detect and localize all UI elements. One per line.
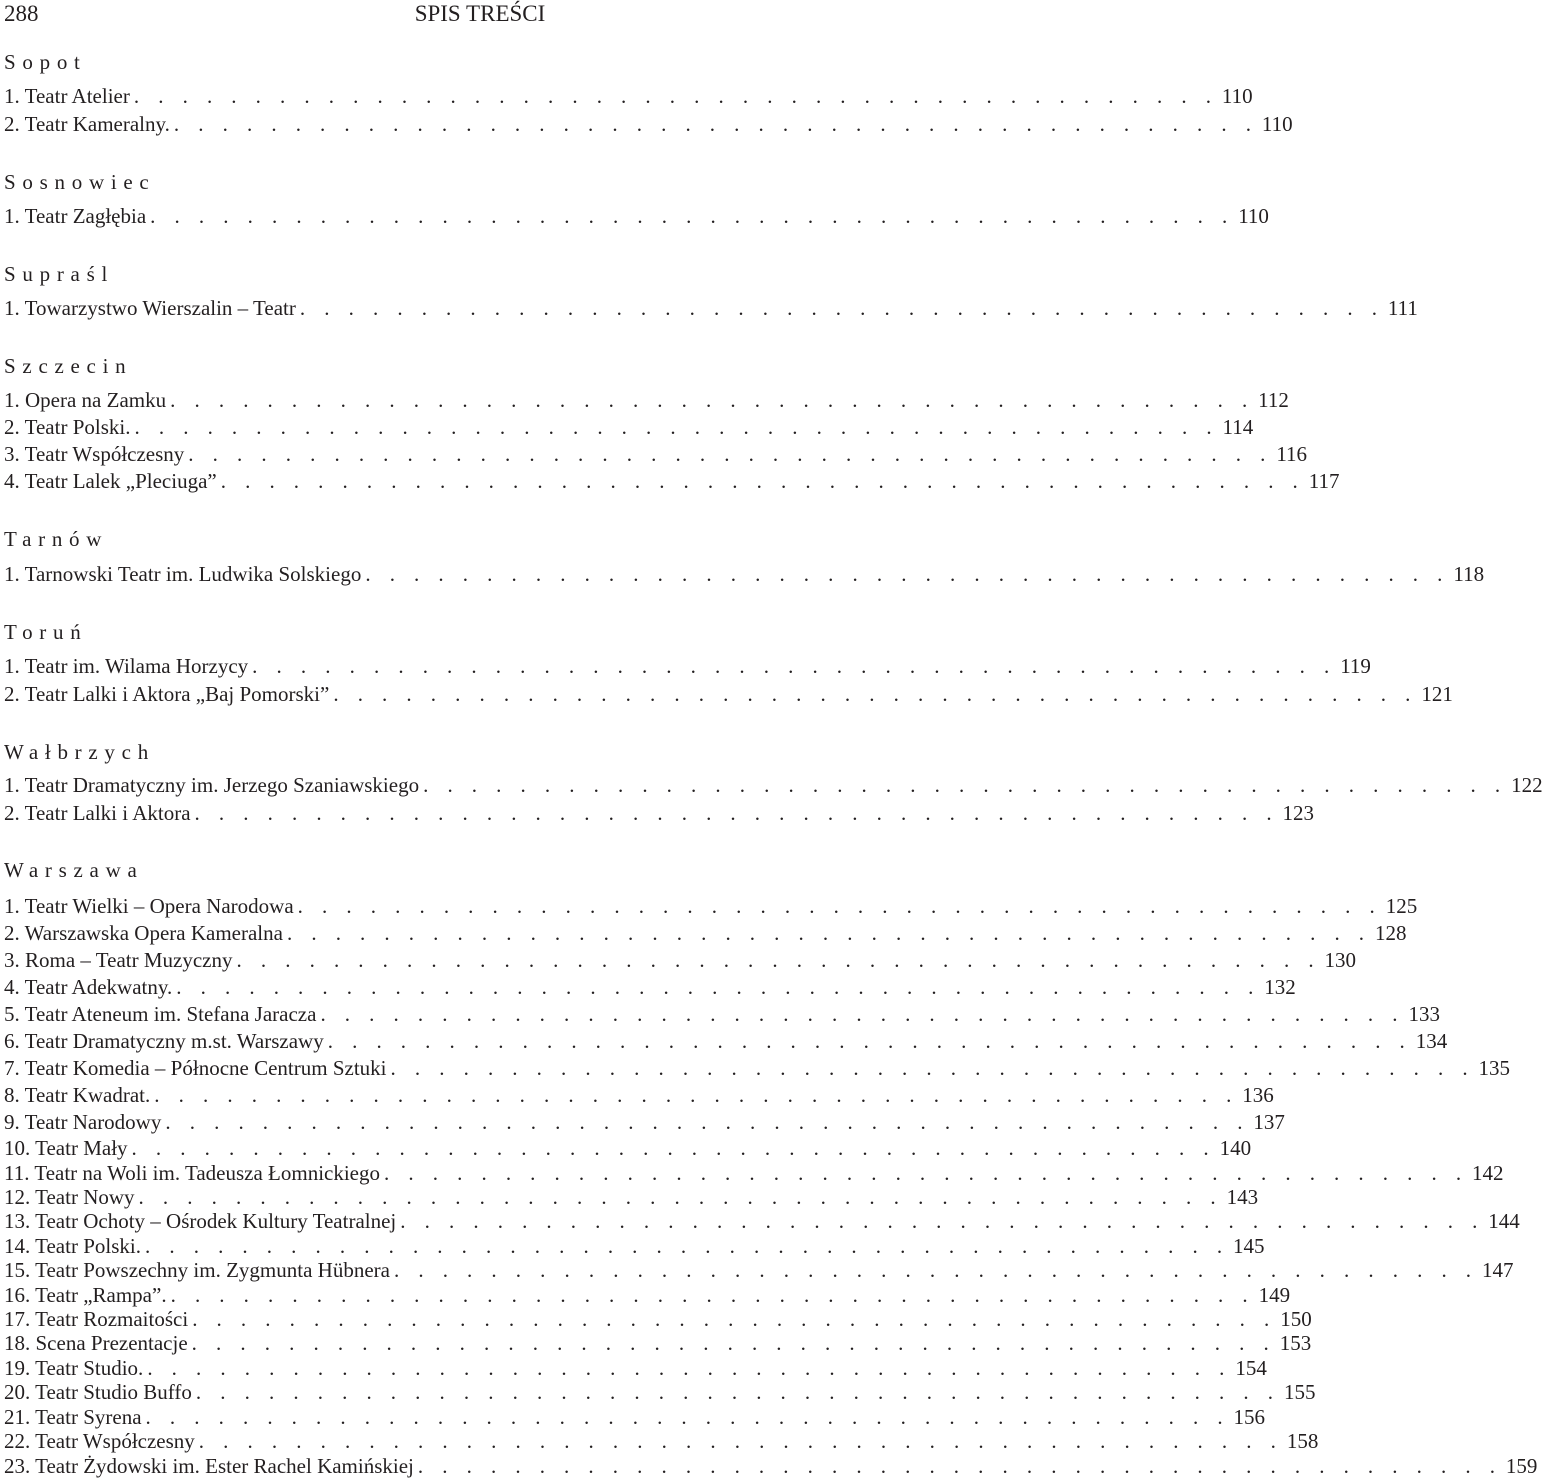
entry-title: 2. Teatr Kameralny.	[4, 112, 170, 136]
dot-leader: . . . . . . . . . . . . . . . . . . . . . . . . . . . . . . . . . . . . . . . . . . . . .	[144, 1234, 1230, 1258]
dot-leader: . . . . . . . . . . . . . . . . . . . . . . . . . . . . . . . . . . . . . . . . . . . . .	[327, 1029, 1412, 1053]
running-title: SPIS TREŚCI	[414, 1, 546, 26]
entry-title: 7. Teatr Komedia – Północne Centrum Sztuki	[4, 1056, 387, 1080]
entry-page-number: 132	[1264, 975, 1296, 999]
entry-page-number: 140	[1219, 1136, 1252, 1160]
entry-page-number: 110	[1261, 112, 1293, 136]
dot-leader: . . . . . . . . . . . . . . . . . . . . . . . . . . . . . . . . . . . . . . . . . . . . .	[220, 469, 1305, 493]
page-number: 288	[4, 1, 39, 26]
entry-page-number: 123	[1282, 801, 1315, 825]
entry-page-number: 155	[1283, 1380, 1316, 1404]
toc-entry	[4, 893, 1418, 919]
entry-page-number: 136	[1242, 1083, 1274, 1107]
dot-leader: . . . . . . . . . . . . . . . . . . . . . . . . . . . . . . . . . . . . . . . . . . . . .	[236, 948, 1321, 972]
dot-leader: . . . . . . . . . . . . . . . . . . . . . . . . . . . . . . . . . . . . . . . . . . . . .	[173, 112, 1258, 136]
entry-page-number: 130	[1324, 948, 1357, 972]
entry-page-number: 154	[1235, 1356, 1267, 1380]
entry-title: 1. Teatr im. Wilama Horzycy	[4, 654, 249, 678]
dot-leader: . . . . . . . . . . . . . . . . . . . . . . . . . . . . . . . . . . . . . . . . . . . . .	[423, 773, 1508, 797]
dot-leader: . . . . . . . . . . . . . . . . . . . . . . . . . . . . . . . . . . . . . . . . . . . . .	[198, 1429, 1283, 1453]
dot-leader: . . . . . . . . . . . . . . . . . . . . . . . . . . . . . . . . . . . . . . . . . . . . .	[191, 1331, 1276, 1355]
dot-leader: . . . . . . . . . . . . . . . . . . . . . . . . . . . . . . . . . . . . . . . . . . . . .	[390, 1056, 1475, 1080]
dot-leader: . . . . . . . . . . . . . . . . . . . . . . . . . . . . . . . . . . . . . . . . . . . . .	[134, 415, 1219, 439]
toc-entry	[4, 947, 1357, 973]
entry-page-number: 116	[1276, 442, 1308, 466]
entry-page-number: 114	[1222, 415, 1254, 439]
section-heading: Szczecin	[4, 354, 133, 378]
toc-entry	[4, 800, 1315, 826]
toc-entry	[4, 1428, 1319, 1454]
entry-page-number: 156	[1233, 1405, 1266, 1429]
entry-title: 18. Scena Prezentacje	[4, 1331, 188, 1355]
dot-leader: . . . . . . . . . . . . . . . . . . . . . . . . . . . . . . . . . . . . . . . . . . . . .	[133, 84, 1218, 108]
entry-title: 1. Towarzystwo Wierszalin – Teatr	[4, 296, 296, 320]
toc-entry	[4, 1355, 1267, 1381]
section-heading: Sosnowiec	[4, 170, 156, 194]
entry-title: 5. Teatr Ateneum im. Stefana Jaracza	[4, 1002, 317, 1026]
toc-entry	[4, 1453, 1538, 1479]
section-heading: Warszawa	[4, 858, 144, 882]
entry-page-number: 144	[1488, 1209, 1520, 1233]
entry-page-number: 143	[1226, 1185, 1259, 1209]
toc-entry	[4, 1001, 1440, 1027]
toc-entry	[4, 1330, 1312, 1356]
entry-page-number: 133	[1408, 1002, 1440, 1026]
toc-entry	[4, 1404, 1266, 1430]
toc-entry	[4, 1028, 1448, 1054]
toc-entry	[4, 653, 1371, 679]
section-heading: Supraśl	[4, 262, 115, 286]
toc-entry	[4, 441, 1308, 467]
entry-title: 17. Teatr Rozmaitości	[4, 1307, 189, 1331]
entry-page-number: 159	[1505, 1454, 1538, 1478]
entry-title: 1. Teatr Wielki – Opera Narodowa	[4, 894, 294, 918]
entry-title: 1. Teatr Dramatyczny im. Jerzego Szaniawskiego	[4, 773, 420, 797]
dot-leader: . . . . . . . . . . . . . . . . . . . . . . . . . . . . . . . . . . . . . . . . . . . . .	[286, 921, 1371, 945]
section-heading: Sopot	[4, 50, 87, 74]
dot-leader: . . . . . . . . . . . . . . . . . . . . . . . . . . . . . . . . . . . . . . . . . . . . .	[333, 682, 1418, 706]
entry-title: 14. Teatr Polski.	[4, 1234, 141, 1258]
dot-leader: . . . . . . . . . . . . . . . . . . . . . . . . . . . . . . . . . . . . . . . . . . . . .	[131, 1136, 1216, 1160]
dot-leader: . . . . . . . . . . . . . . . . . . . . . . . . . . . . . . . . . . . . . . . . . . . . .	[170, 388, 1255, 412]
entry-page-number: 150	[1280, 1307, 1312, 1331]
toc-entry	[4, 772, 1543, 798]
dot-leader: . . . . . . . . . . . . . . . . . . . . . . . . . . . . . . . . . . . . . . . . . . . . .	[176, 975, 1261, 999]
entry-page-number: 147	[1482, 1258, 1514, 1282]
toc-entry	[4, 1306, 1312, 1332]
dot-leader: . . . . . . . . . . . . . . . . . . . . . . . . . . . . . . . . . . . . . . . . . . . . .	[384, 1161, 1469, 1185]
toc-entry	[4, 203, 1269, 229]
dot-leader: . . . . . . . . . . . . . . . . . . . . . . . . . . . . . . . . . . . . . . . . . . . . .	[188, 442, 1273, 466]
toc-entry	[4, 1233, 1265, 1259]
entry-title: 2. Warszawska Opera Kameralna	[4, 921, 283, 945]
toc-entry	[4, 1184, 1259, 1210]
dot-leader: . . . . . . . . . . . . . . . . . . . . . . . . . . . . . . . . . . . . . . . . . . . . .	[170, 1283, 1255, 1307]
entry-page-number: 110	[1238, 204, 1269, 228]
dot-leader: . . . . . . . . . . . . . . . . . . . . . . . . . . . . . . . . . . . . . . . . . . . . .	[299, 296, 1384, 320]
dot-leader: . . . . . . . . . . . . . . . . . . . . . . . . . . . . . . . . . . . . . . . . . . . . .	[150, 204, 1235, 228]
toc-entry	[4, 1208, 1520, 1234]
dot-leader: . . . . . . . . . . . . . . . . . . . . . . . . . . . . . . . . . . . . . . . . . . . . .	[195, 1380, 1280, 1404]
entry-title: 2. Teatr Lalki i Aktora	[4, 801, 191, 825]
entry-page-number: 118	[1453, 562, 1485, 586]
toc-entry	[4, 1109, 1285, 1135]
entry-page-number: 149	[1258, 1283, 1291, 1307]
dot-leader: . . . . . . . . . . . . . . . . . . . . . . . . . . . . . . . . . . . . . . . . . . . . .	[417, 1454, 1502, 1478]
entry-page-number: 122	[1511, 773, 1543, 797]
toc-entry	[4, 1282, 1291, 1308]
entry-page-number: 110	[1221, 84, 1253, 108]
section-heading: Wałbrzych	[4, 740, 155, 764]
entry-page-number: 128	[1375, 921, 1407, 945]
entry-title: 1. Opera na Zamku	[4, 388, 167, 412]
dot-leader: . . . . . . . . . . . . . . . . . . . . . . . . . . . . . . . . . . . . . . . . . . . . .	[194, 801, 1279, 825]
toc-entry	[4, 111, 1293, 137]
entry-title: 12. Teatr Nowy	[4, 1185, 135, 1209]
toc-entry	[4, 295, 1418, 321]
toc-entry	[4, 1055, 1511, 1081]
entry-page-number: 153	[1279, 1331, 1312, 1355]
entry-title: 10. Teatr Mały	[4, 1136, 128, 1160]
entry-title: 20. Teatr Studio Buffo	[4, 1380, 192, 1404]
toc-entry	[4, 387, 1289, 413]
entry-title: 2. Teatr Lalki i Aktora „Baj Pomorski”	[4, 682, 330, 706]
entry-title: 19. Teatr Studio.	[4, 1356, 144, 1380]
entry-page-number: 158	[1286, 1429, 1319, 1453]
section-heading: Toruń	[4, 620, 88, 644]
entry-page-number: 117	[1308, 469, 1340, 493]
entry-page-number: 111	[1387, 296, 1418, 320]
entry-title: 15. Teatr Powszechny im. Zygmunta Hübnera	[4, 1258, 390, 1282]
toc-entry	[4, 974, 1296, 1000]
entry-title: 1. Teatr Zagłębia	[4, 204, 147, 228]
entry-title: 21. Teatr Syrena	[4, 1405, 142, 1429]
dot-leader: . . . . . . . . . . . . . . . . . . . . . . . . . . . . . . . . . . . . . . . . . . . . .	[320, 1002, 1405, 1026]
toc-entry	[4, 920, 1407, 946]
entry-title: 3. Teatr Współczesny	[4, 442, 185, 466]
dot-leader: . . . . . . . . . . . . . . . . . . . . . . . . . . . . . . . . . . . . . . . . . . . . .	[393, 1258, 1478, 1282]
entry-title: 6. Teatr Dramatyczny m.st. Warszawy	[4, 1029, 324, 1053]
dot-leader: . . . . . . . . . . . . . . . . . . . . . . . . . . . . . . . . . . . . . . . . . . . . .	[165, 1110, 1250, 1134]
entry-page-number: 142	[1472, 1161, 1504, 1185]
entry-title: 22. Teatr Współczesny	[4, 1429, 195, 1453]
toc-entry	[4, 83, 1253, 109]
entry-page-number: 119	[1340, 654, 1371, 678]
entry-page-number: 112	[1258, 388, 1289, 412]
entry-page-number: 121	[1421, 682, 1453, 706]
dot-leader: . . . . . . . . . . . . . . . . . . . . . . . . . . . . . . . . . . . . . . . . . . . . .	[147, 1356, 1232, 1380]
dot-leader: . . . . . . . . . . . . . . . . . . . . . . . . . . . . . . . . . . . . . . . . . . . . .	[252, 654, 1337, 678]
entry-title: 16. Teatr „Rampa”.	[4, 1283, 167, 1307]
dot-leader: . . . . . . . . . . . . . . . . . . . . . . . . . . . . . . . . . . . . . . . . . . . . .	[365, 562, 1450, 586]
entry-page-number: 137	[1253, 1110, 1285, 1134]
entry-title: 8. Teatr Kwadrat.	[4, 1083, 151, 1107]
entry-page-number: 135	[1478, 1056, 1511, 1080]
entry-title: 2. Teatr Polski.	[4, 415, 131, 439]
toc-entry	[4, 1135, 1252, 1161]
entry-title: 1. Teatr Atelier	[4, 84, 130, 108]
dot-leader: . . . . . . . . . . . . . . . . . . . . . . . . . . . . . . . . . . . . . . . . . . . . .	[192, 1307, 1277, 1331]
entry-title: 3. Roma – Teatr Muzyczny	[4, 948, 233, 972]
entry-title: 23. Teatr Żydowski im. Ester Rachel Kamińskiej	[4, 1454, 414, 1478]
dot-leader: . . . . . . . . . . . . . . . . . . . . . . . . . . . . . . . . . . . . . . . . . . . . .	[400, 1209, 1485, 1233]
dot-leader: . . . . . . . . . . . . . . . . . . . . . . . . . . . . . . . . . . . . . . . . . . . . .	[154, 1083, 1239, 1107]
entry-title: 4. Teatr Lalek „Pleciuga”	[4, 469, 217, 493]
entry-title: 1. Tarnowski Teatr im. Ludwika Solskiego	[4, 562, 362, 586]
entry-page-number: 145	[1233, 1234, 1265, 1258]
toc-entry	[4, 561, 1485, 587]
toc-entry	[4, 468, 1340, 494]
toc-entry	[4, 1160, 1504, 1186]
dot-leader: . . . . . . . . . . . . . . . . . . . . . . . . . . . . . . . . . . . . . . . . . . . . .	[145, 1405, 1230, 1429]
toc-entry	[4, 681, 1453, 707]
toc-entry	[4, 1257, 1514, 1283]
toc-entry	[4, 1082, 1274, 1108]
dot-leader: . . . . . . . . . . . . . . . . . . . . . . . . . . . . . . . . . . . . . . . . . . . . .	[138, 1185, 1223, 1209]
section-heading: Tarnów	[4, 527, 109, 551]
entry-page-number: 134	[1415, 1029, 1448, 1053]
entry-title: 4. Teatr Adekwatny.	[4, 975, 173, 999]
entry-title: 13. Teatr Ochoty – Ośrodek Kultury Teatralnej	[4, 1209, 397, 1233]
entry-title: 9. Teatr Narodowy	[4, 1110, 162, 1134]
entry-page-number: 125	[1385, 894, 1418, 918]
entry-title: 11. Teatr na Woli im. Tadeusza Łomnickiego	[4, 1161, 381, 1185]
toc-entry	[4, 1379, 1316, 1405]
dot-leader: . . . . . . . . . . . . . . . . . . . . . . . . . . . . . . . . . . . . . . . . . . . . .	[297, 894, 1382, 918]
toc-entry	[4, 414, 1254, 440]
